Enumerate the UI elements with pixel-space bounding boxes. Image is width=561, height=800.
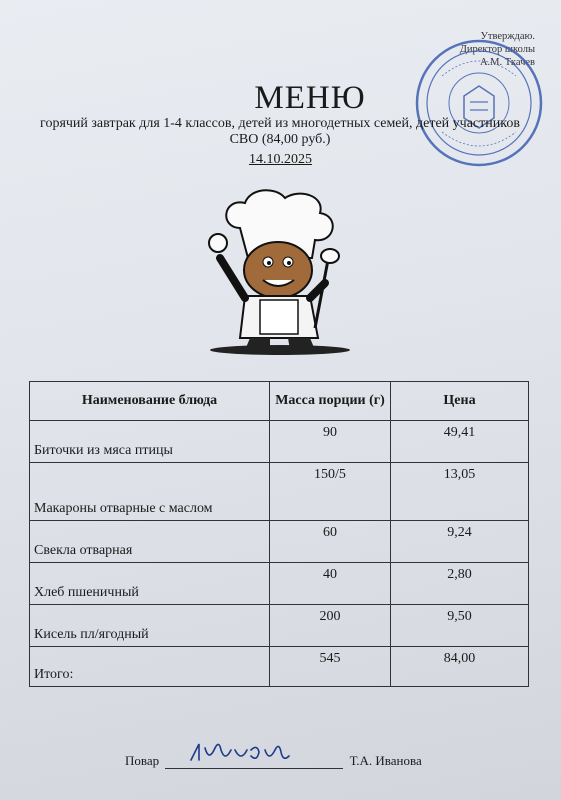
total-mass: 545 (270, 647, 391, 687)
chef-illustration (200, 188, 360, 358)
total-row (30, 647, 529, 687)
dish-name: Свекла отварная (30, 521, 270, 563)
menu-date (0, 152, 561, 168)
dish-price: 2,80 (391, 563, 529, 605)
menu-table (29, 381, 529, 687)
table-row (30, 421, 529, 463)
table-row (30, 563, 529, 605)
dish-mass: 200 (270, 605, 391, 647)
table-header-row (30, 382, 529, 421)
handwritten-signature (165, 752, 343, 769)
header-portion-mass: Масса порции (г) (270, 382, 391, 421)
menu-date-text: 14.10.2025 (249, 152, 312, 167)
dish-price: 49,41 (391, 421, 529, 463)
cook-name: Т.А. Иванова (349, 753, 422, 768)
dish-mass: 150/5 (270, 463, 391, 521)
table-row (30, 605, 529, 647)
footer-signature-line (125, 752, 422, 769)
dish-price: 9,50 (391, 605, 529, 647)
dish-mass: 90 (270, 421, 391, 463)
dish-mass: 40 (270, 563, 391, 605)
approval-line-2: Директор школы (459, 44, 535, 55)
total-label: Итого: (30, 647, 270, 687)
cook-role: Повар (125, 753, 160, 768)
total-price: 84,00 (391, 647, 529, 687)
header-dish-name: Наименование блюда (30, 382, 270, 421)
menu-subtitle: горячий завтрак для 1-4 классов, детей из многодетных семей, детей участников СВО (84,00 руб.) (40, 116, 520, 147)
dish-price: 9,24 (391, 521, 529, 563)
header-price: Цена (391, 382, 529, 421)
dish-name: Биточки из мяса птицы (30, 421, 270, 463)
dish-name: Хлеб пшеничный (30, 563, 270, 605)
dish-name: Кисель пл/ягодный (30, 605, 270, 647)
approval-line-3: А.М. Ткачев (479, 57, 535, 68)
dish-price: 13,05 (391, 463, 529, 521)
dish-mass: 60 (270, 521, 391, 563)
table-row (30, 463, 529, 521)
approval-line-1: Утверждаю. (480, 31, 535, 42)
signature-scribble (185, 738, 305, 766)
dish-name: Макароны отварные с маслом (30, 463, 270, 521)
table-row (30, 521, 529, 563)
menu-title: МЕНЮ (254, 80, 366, 116)
